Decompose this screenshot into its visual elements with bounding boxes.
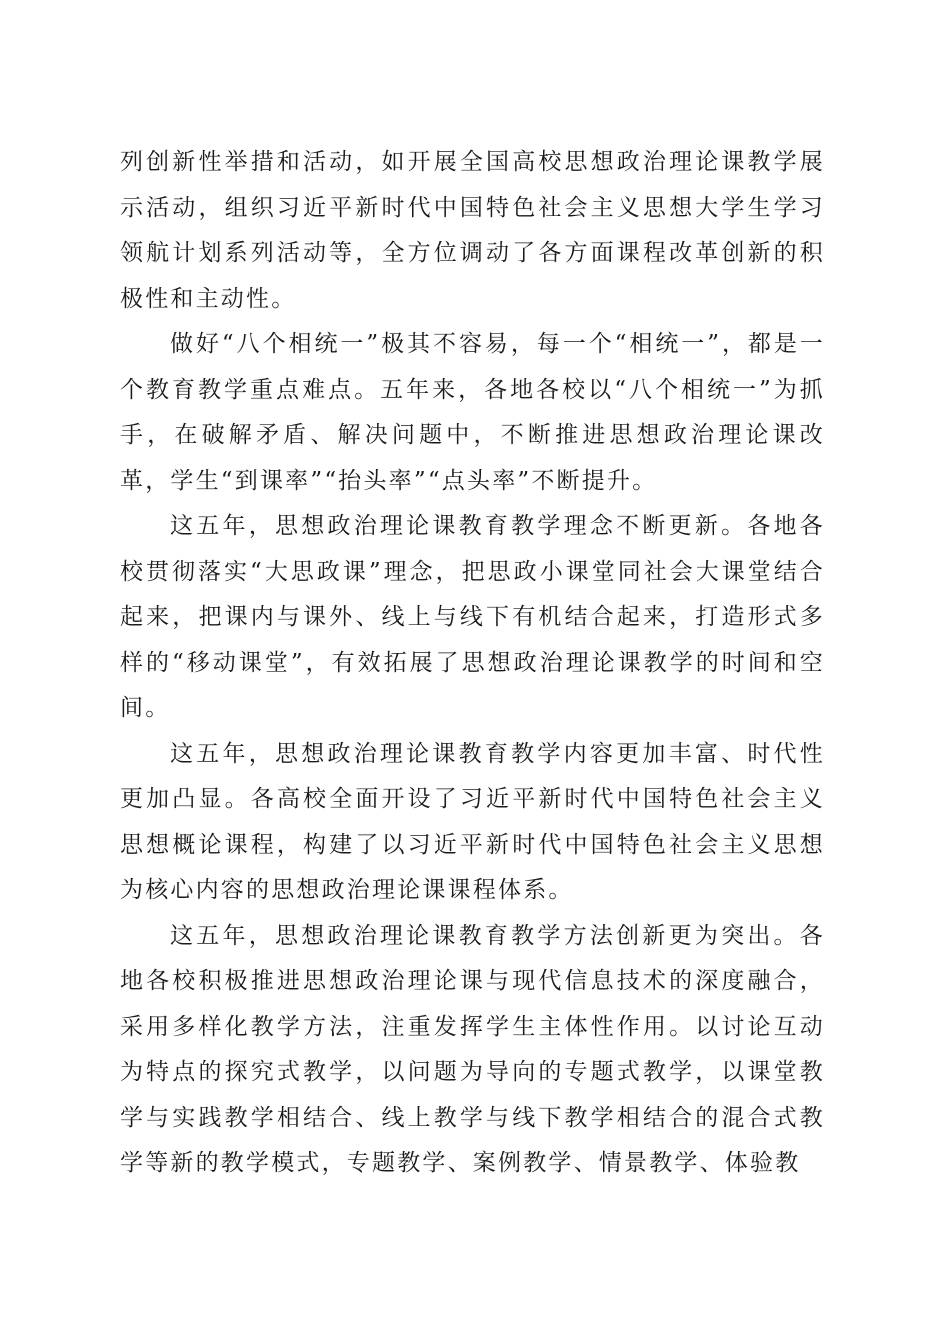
paragraph-continuation: 列创新性举措和活动，如开展全国高校思想政治理论课教学展示活动，组织习近平新时代中国特色社会主义思想大学生学习领航计划系列活动等，全方位调动了各方面课程改革创新的积极性和主动性。 — [120, 149, 825, 312]
document-page — [120, 140, 825, 1187]
paragraph-eight-unities: 做好“八个相统一”极其不容易，每一个“相统一”，都是一个教育教学重点难点。五年来，各地各校以“八个相统一”为抓手，在破解矛盾、解决问题中，不断推进思想政治理论课改革，学生“到课率”“抬头率”“点头率”不断提升。 — [120, 331, 825, 494]
paragraph-teaching-methods: 这五年，思想政治理论课教育教学方法创新更为突出。各地各校积极推进思想政治理论课与现代信息技术的深度融合，采用多样化教学方法，注重发挥学生主体性作用。以讨论互动为特点的探究式教学，以问题为导向的专题式教学，以课堂教学与实践教学相结合、线上教学与线下教学相结合的混合式教学等新的教学模式，专题教学、案例教学、情景教学、体验教 — [120, 922, 825, 1176]
paragraph-teaching-philosophy: 这五年，思想政治理论课教育教学理念不断更新。各地各校贯彻落实“大思政课”理念，把思政小课堂同社会大课堂结合起来，把课内与课外、线上与线下有机结合起来，打造形式多样的“移动课堂”，有效拓展了思想政治理论课教学的时间和空间。 — [120, 513, 825, 721]
paragraph-teaching-content: 这五年，思想政治理论课教育教学内容更加丰富、时代性更加凸显。各高校全面开设了习近平新时代中国特色社会主义思想概论课程，构建了以习近平新时代中国特色社会主义思想为核心内容的思想政治理论课课程体系。 — [120, 740, 825, 903]
